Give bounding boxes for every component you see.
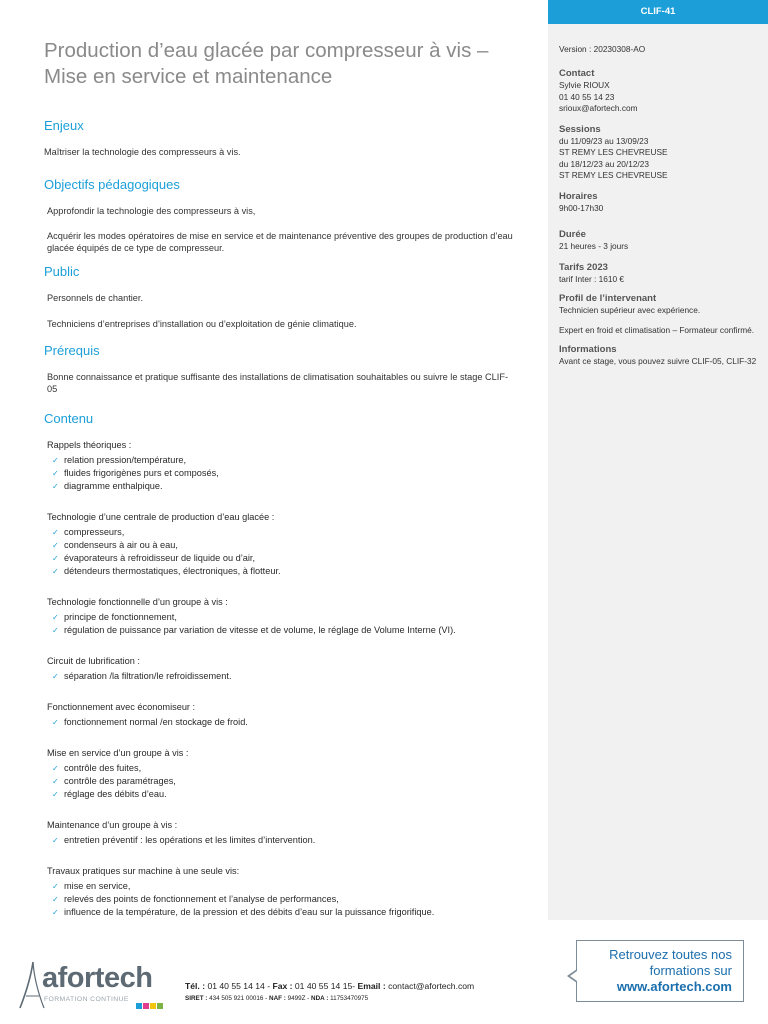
siret-value: 434 505 921 00016 xyxy=(209,995,264,1002)
content-bullet-list xyxy=(47,526,518,578)
tel-label: Tél. : xyxy=(185,981,206,991)
content-bullet-list xyxy=(47,762,518,801)
email-label: Email : xyxy=(357,981,386,991)
horaires-value: 9h00-17h30 xyxy=(559,202,604,213)
logo-square xyxy=(157,1003,163,1009)
list-item xyxy=(47,893,518,906)
check-icon: ✓ xyxy=(52,895,59,904)
content-block-intro: Fonctionnement avec économiseur : xyxy=(47,702,196,712)
section-public xyxy=(44,264,518,330)
section-paragraph: Acquérir les modes opératoires de mise en service et de maintenance préventive des groupes de production d’eau glacée équipés de ce type de compresseur. xyxy=(47,231,513,253)
section-text: Maîtriser la technologie des compresseurs à vis. xyxy=(44,147,241,157)
duree-block xyxy=(559,229,758,253)
footer-contact-line: Tél. : 01 40 55 14 14 - Fax : 01 40 55 14 15- Email : contact@afortech.com xyxy=(185,981,475,991)
content-block-intro: Rappels théoriques : xyxy=(47,440,132,450)
version-text: Version : 20230308-AO xyxy=(559,44,646,54)
session-dates: du 11/09/23 au 13/09/23 xyxy=(559,135,649,146)
informations-value: Avant ce stage, vous pouvez suivre CLIF-05, CLIF-32 xyxy=(559,356,757,366)
naf-label: NAF : xyxy=(269,995,286,1002)
content-bullet-list xyxy=(47,454,518,493)
contact-block xyxy=(559,68,758,115)
section-enjeux xyxy=(44,118,518,158)
check-icon: ✓ xyxy=(52,469,59,478)
section-heading: Contenu xyxy=(44,411,94,426)
list-item xyxy=(47,775,518,788)
list-item-text: fluides frigorigènes purs et composés, xyxy=(64,468,219,478)
list-item-text: relevés des points de fonctionnement et l’analyse de performances, xyxy=(64,894,339,904)
logo-color-squares xyxy=(136,996,164,1014)
check-icon: ✓ xyxy=(52,554,59,563)
footer-email-link[interactable]: contact@afortech.com xyxy=(388,981,475,991)
list-item xyxy=(47,565,518,578)
section-text: Bonne connaissance et pratique suffisante des installations de climatisation souhaitables ou suivre le stage CLIF-05 xyxy=(47,372,509,394)
list-item xyxy=(47,611,518,624)
logo-square xyxy=(136,1003,142,1009)
check-icon: ✓ xyxy=(52,718,59,727)
tel-value: 01 40 55 14 14 xyxy=(207,981,265,991)
contact-email-link[interactable]: srioux@afortech.com xyxy=(559,103,638,113)
informations-block xyxy=(559,344,758,368)
list-item-text: contrôle des paramétrages, xyxy=(64,776,176,786)
content-block-intro: Technologie d’une centrale de production d’eau glacée : xyxy=(47,512,275,522)
nda-value: 11753470975 xyxy=(330,995,369,1002)
list-item xyxy=(47,716,518,729)
logo-subtitle: FORMATION CONTINUE xyxy=(44,996,129,1003)
content-bullet-list xyxy=(47,716,518,729)
list-item-text: principe de fonctionnement, xyxy=(64,612,177,622)
duree-label: Durée xyxy=(559,229,586,240)
list-item-text: évaporateurs à refroidisseur de liquide ou d’air, xyxy=(64,553,256,563)
list-item xyxy=(47,880,518,893)
duree-value: 21 heures - 3 jours xyxy=(559,241,629,251)
list-item-text: séparation /la filtration/le refroidissement. xyxy=(64,671,232,681)
session-place: ST REMY LES CHEVREUSE xyxy=(559,147,668,157)
promo-website-link[interactable]: www.afortech.com xyxy=(616,979,732,994)
list-item-text: compresseurs, xyxy=(64,527,125,537)
fax-value: 01 40 55 14 15 xyxy=(294,981,353,991)
section-heading: Public xyxy=(44,264,80,279)
logo-square xyxy=(143,1003,149,1009)
info-sidebar xyxy=(548,0,768,920)
list-item-text: diagramme enthalpique. xyxy=(64,481,163,491)
fax-label: Fax : xyxy=(272,981,293,991)
check-icon: ✓ xyxy=(52,672,59,681)
list-item-text: mise en service, xyxy=(64,881,131,891)
afortech-logo[interactable] xyxy=(18,960,188,1022)
content-block-intro: Technologie fonctionnelle d’un groupe à vis : xyxy=(47,597,228,607)
profil-block xyxy=(559,293,758,336)
list-item xyxy=(47,539,518,552)
check-icon: ✓ xyxy=(52,541,59,550)
section-objectifs xyxy=(44,177,518,254)
section-heading: Objectifs pédagogiques xyxy=(44,177,180,192)
check-icon: ✓ xyxy=(52,567,59,576)
logo-wordmark: afortech xyxy=(42,962,153,994)
contact-name: Sylvie RIOUX xyxy=(559,80,610,90)
check-icon: ✓ xyxy=(52,908,59,917)
section-paragraph: Personnels de chantier. xyxy=(47,293,144,303)
list-item xyxy=(47,788,518,801)
session-dates: du 18/12/23 au 20/12/23 xyxy=(559,158,649,169)
horaires-label: Horaires xyxy=(559,190,598,202)
check-icon: ✓ xyxy=(52,836,59,845)
logo-square xyxy=(150,1003,156,1009)
check-icon: ✓ xyxy=(52,626,59,635)
siret-label: SIRET : xyxy=(185,995,208,1002)
tarifs-label: Tarifs 2023 xyxy=(559,261,608,273)
content-bullet-list xyxy=(47,670,518,683)
section-paragraph: Techniciens d’entreprises d’installation ou d’exploitation de génie climatique. xyxy=(47,319,357,329)
profil-text: Technicien supérieur avec expérience. xyxy=(559,305,701,315)
check-icon: ✓ xyxy=(52,790,59,799)
list-item-text: réglage des débits d’eau. xyxy=(64,789,167,799)
list-item xyxy=(47,480,518,493)
contact-phone: 01 40 55 14 23 xyxy=(559,91,615,102)
section-prerequis xyxy=(44,343,518,395)
list-item xyxy=(47,552,518,565)
speech-notch-inner xyxy=(570,971,577,981)
list-item xyxy=(47,467,518,480)
section-paragraph: Approfondir la technologie des compresseurs à vis, xyxy=(47,206,256,216)
check-icon: ✓ xyxy=(52,613,59,622)
tarifs-block xyxy=(559,262,758,286)
list-item xyxy=(47,834,518,847)
content-block-intro: Circuit de lubrification : xyxy=(47,656,140,666)
content-bullet-list xyxy=(47,834,518,847)
list-item-text: influence de la température, de la pression et des débits d’eau sur la puissance frigorifique. xyxy=(64,907,435,917)
check-icon: ✓ xyxy=(52,482,59,491)
footer-legal-line: SIRET : 434 505 921 00016 - NAF : 9499Z - NDA : 11753470975 xyxy=(185,995,369,1002)
content-block-intro: Maintenance d’un groupe à vis : xyxy=(47,820,178,830)
sessions-block xyxy=(559,124,758,182)
nda-label: NDA : xyxy=(311,995,329,1002)
page-footer xyxy=(0,920,768,1024)
list-item-text: régulation de puissance par variation de vitesse et de volume, le réglage de Volume Interne (VI). xyxy=(64,625,456,635)
content-bullet-list xyxy=(47,880,518,919)
check-icon: ✓ xyxy=(52,882,59,891)
tarifs-value: tarif Inter : 1610 € xyxy=(559,273,625,284)
website-promo-box[interactable] xyxy=(576,940,744,1002)
promo-line: Retrouvez toutes nos xyxy=(609,947,732,962)
contact-label: Contact xyxy=(559,68,595,79)
content-block-intro: Travaux pratiques sur machine à une seule vis: xyxy=(47,866,240,876)
horaires-block xyxy=(559,191,758,215)
section-heading: Prérequis xyxy=(44,343,100,358)
sessions-label: Sessions xyxy=(559,123,601,135)
list-item xyxy=(47,454,518,467)
section-contenu xyxy=(44,411,518,919)
naf-value: 9499Z xyxy=(287,995,306,1002)
check-icon: ✓ xyxy=(52,777,59,786)
list-item-text: détendeurs thermostatiques, électroniques, à flotteur. xyxy=(64,566,281,576)
list-item-text: fonctionnement normal /en stockage de froid. xyxy=(64,717,248,727)
content-block-intro: Mise en service d’un groupe à vis : xyxy=(47,748,189,758)
course-code-badge: CLIF-41 xyxy=(548,0,768,24)
list-item xyxy=(47,670,518,683)
list-item-text: contrôle des fuites, xyxy=(64,763,142,773)
informations-label: Informations xyxy=(559,344,617,355)
list-item-text: entretien préventif : les opérations et les limites d’intervention. xyxy=(64,835,316,845)
profil-text: Expert en froid et climatisation – Formateur confirmé. xyxy=(559,324,755,335)
list-item xyxy=(47,762,518,775)
check-icon: ✓ xyxy=(52,456,59,465)
promo-line: formations sur xyxy=(649,963,732,978)
list-item xyxy=(47,906,518,919)
list-item xyxy=(47,624,518,637)
profil-label: Profil de l’intervenant xyxy=(559,293,657,304)
list-item-text: relation pression/température, xyxy=(64,455,187,465)
content-bullet-list xyxy=(47,611,518,637)
content-list xyxy=(44,439,518,919)
check-icon: ✓ xyxy=(52,528,59,537)
list-item xyxy=(47,526,518,539)
section-heading: Enjeux xyxy=(44,118,84,133)
list-item-text: condenseurs à air ou à eau, xyxy=(64,540,178,550)
session-place: ST REMY LES CHEVREUSE xyxy=(559,170,668,180)
page-title: Production d’eau glacée par compresseur à vis – Mise en service et maintenance xyxy=(44,39,489,88)
check-icon: ✓ xyxy=(52,764,59,773)
